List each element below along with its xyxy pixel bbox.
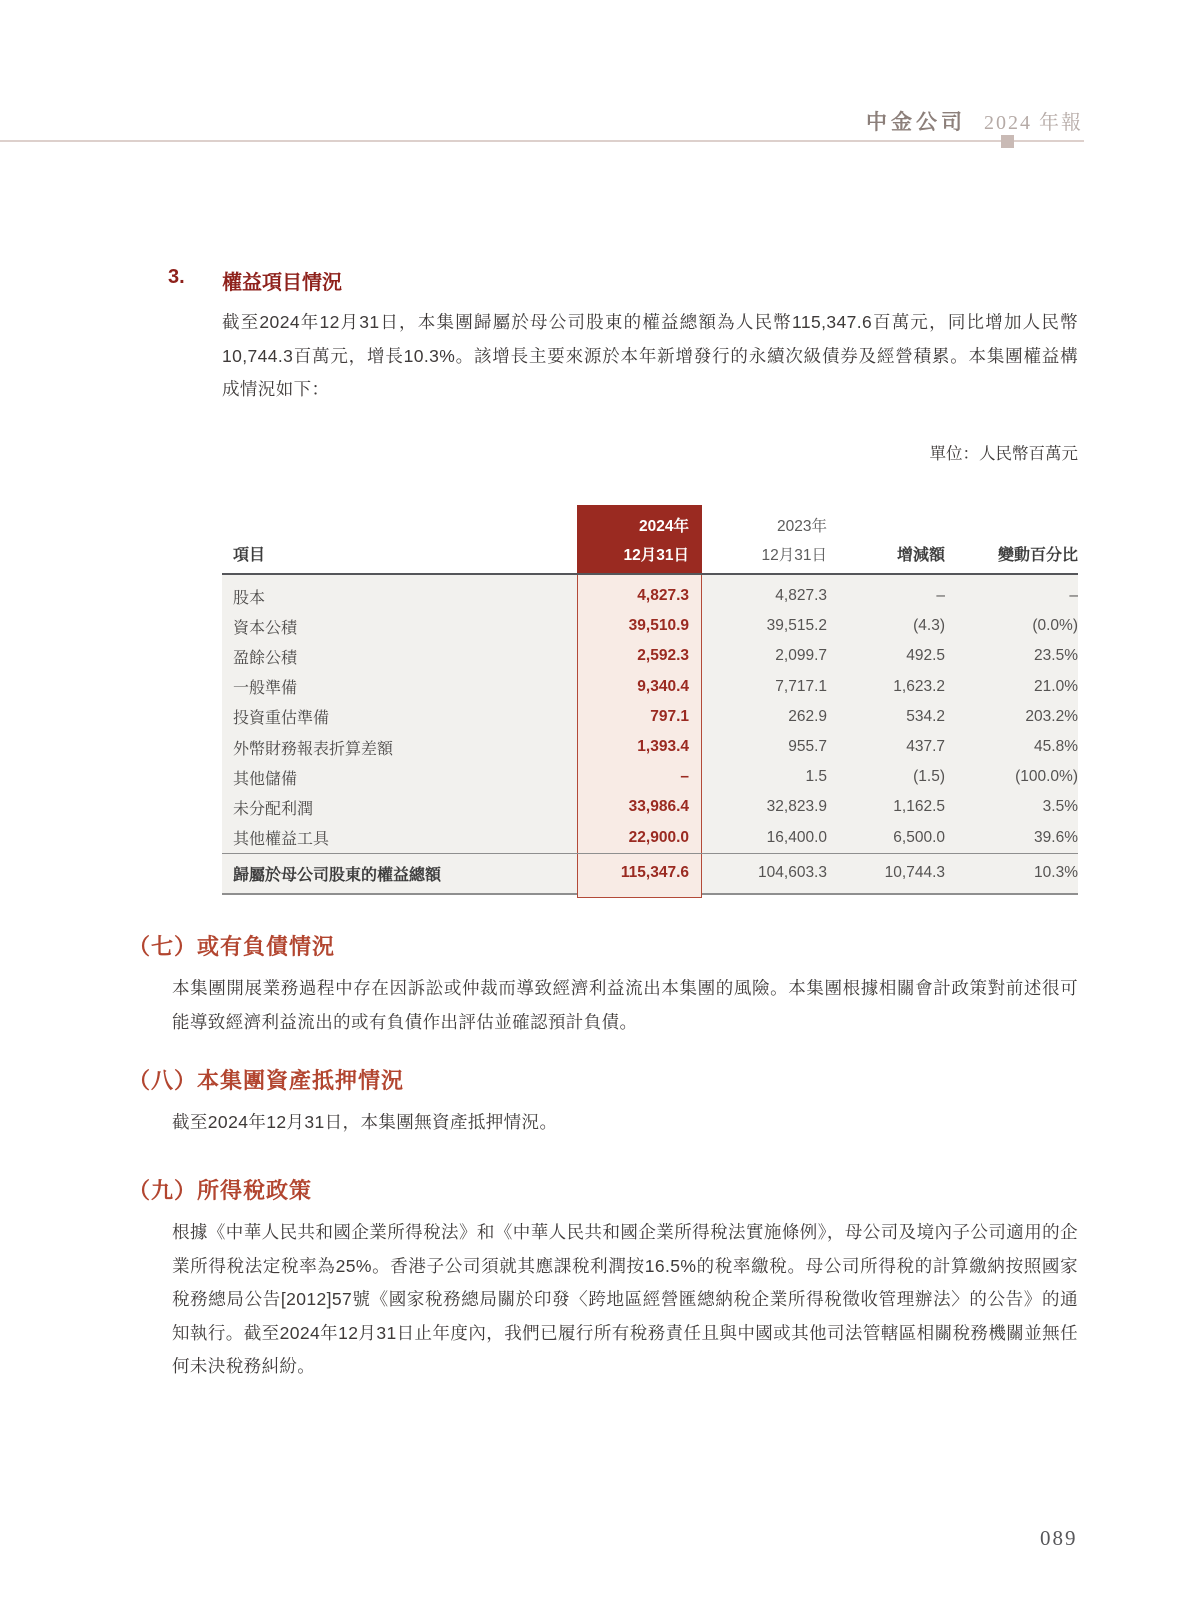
total-label: 歸屬於母公司股東的權益總額 (233, 866, 442, 884)
cell-label: 股本 (233, 589, 266, 607)
cell-change: (1.5) (913, 768, 945, 786)
cell-pct: (100.0%) (1015, 768, 1078, 786)
col-header-2023-date: 12月31日 (761, 547, 827, 564)
cell-2023: 39,515.2 (766, 617, 827, 635)
section3-title: 權益項目情況 (222, 272, 342, 294)
col-header-2024 (577, 505, 702, 573)
cell-2023: 32,823.9 (766, 798, 827, 816)
cell-label: 其他權益工具 (233, 831, 330, 849)
cell-2023: 1.5 (805, 768, 827, 786)
cell-2024: 39,510.9 (628, 617, 689, 635)
cell-change: 1,623.2 (893, 677, 945, 695)
report-edition: 2024 年報 (984, 112, 1083, 134)
col-header-2023 (702, 505, 827, 573)
cell-pct: 21.0% (1034, 677, 1078, 695)
cell-change: – (936, 587, 945, 605)
cell-change: (4.3) (913, 617, 945, 635)
section3-number: 3. (168, 266, 185, 288)
section3-paragraph: 截至2024年12月31日，本集團歸屬於母公司股東的權益總額為人民幣115,347.6百萬元，同比增加人民幣10,744.3百萬元，增長10.3%。該增長主要來源於本年新增發行的永續次級債券及經營積累。本集團權益構成情況如下： (222, 312, 1078, 400)
cell-pct: (0.0%) (1032, 617, 1078, 635)
col-header-change: 增減額 (896, 547, 945, 564)
cell-pct: 39.6% (1034, 828, 1078, 846)
cell-change: 1,162.5 (893, 798, 945, 816)
cell-label: 盈餘公積 (233, 649, 298, 667)
cell-change: 534.2 (906, 707, 945, 725)
cell-label: 未分配利潤 (233, 800, 314, 818)
table-row (222, 732, 1078, 762)
header-rule-marker (1001, 135, 1014, 148)
total-2024: 115,347.6 (620, 864, 689, 882)
equity-table-body (222, 575, 1078, 895)
cell-2023: 955.7 (788, 738, 827, 756)
table-row (222, 762, 1078, 792)
cell-pct: – (1069, 587, 1078, 605)
table-total-row (222, 853, 1078, 893)
table-unit-note: 單位：人民幣百萬元 (929, 445, 1078, 463)
cell-2023: 2,099.7 (775, 647, 827, 665)
table-row (222, 611, 1078, 641)
table-row (222, 702, 1078, 732)
section7-paragraph: 本集團開展業務過程中存在因訴訟或仲裁而導致經濟利益流出本集團的風險。本集團根據相關會計政策對前述很可能導致經濟利益流出的或有負債作出評估並確認預計負債。 (172, 978, 1078, 1032)
table-row (222, 792, 1078, 822)
section7-heading: （七）或有負債情況 (128, 934, 336, 959)
cell-2023: 7,717.1 (775, 677, 827, 695)
table-row (222, 823, 1078, 853)
cell-2024: 33,986.4 (628, 798, 689, 816)
table-row (222, 672, 1078, 702)
cell-change: 6,500.0 (893, 828, 945, 846)
cell-change: 492.5 (906, 647, 945, 665)
col-header-2023-year: 2023年 (777, 518, 827, 535)
cell-2023: 262.9 (788, 707, 827, 725)
cell-2023: 4,827.3 (775, 587, 827, 605)
cell-label: 資本公積 (233, 619, 298, 637)
table-row (222, 581, 1078, 611)
header-rule (0, 140, 1084, 142)
cell-pct: 3.5% (1042, 798, 1078, 816)
cell-label: 一般準備 (233, 680, 298, 698)
section8-heading: （八）本集團資產抵押情況 (128, 1068, 405, 1093)
page-number: 089 (1040, 1526, 1078, 1550)
cell-2023: 16,400.0 (766, 828, 827, 846)
total-change: 10,744.3 (884, 864, 945, 882)
cell-pct: 23.5% (1034, 647, 1078, 665)
cell-2024: 2,592.3 (637, 647, 689, 665)
cell-change: 437.7 (906, 738, 945, 756)
section3-heading (168, 266, 1068, 295)
col-header-item: 項目 (233, 547, 266, 564)
cell-2024: – (680, 768, 689, 786)
section9-heading: （九）所得稅政策 (128, 1178, 313, 1203)
table-body-rows (222, 581, 1078, 853)
col-header-2024-date: 12月31日 (623, 547, 689, 564)
section9-paragraph: 根據《中華人民共和國企業所得稅法》和《中華人民共和國企業所得稅法實施條例》，母公司及境內子公司適用的企業所得稅法定稅率為25%。香港子公司須就其應課稅利潤按16.5%的稅率繳稅。母公司所得稅的計算繳納按照國家稅務總局公告[2012]57號《國家稅務總局關於印發〈跨地區經營匯總納稅企業所得稅徵收管理辦法〉的公告》的通知執行。截至2024年12月31日止年度內，我們已履行所有稅務責任且與中國或其他司法管轄區相關稅務機關並無任何未決稅務糾紛。 (172, 1222, 1078, 1377)
cell-2024: 797.1 (650, 707, 689, 725)
company-name: 中金公司 (866, 110, 966, 134)
cell-2024: 4,827.3 (637, 587, 689, 605)
cell-2024: 1,393.4 (637, 738, 689, 756)
cell-2024: 9,340.4 (637, 677, 689, 695)
section8-paragraph: 截至2024年12月31日，本集團無資產抵押情況。 (172, 1112, 558, 1132)
col-header-2024-year: 2024年 (639, 518, 689, 535)
total-change-pct: 10.3% (1034, 864, 1078, 882)
page-header (866, 106, 1083, 136)
table-row (222, 641, 1078, 671)
cell-label: 外幣財務報表折算差額 (233, 740, 394, 758)
cell-pct: 203.2% (1025, 707, 1078, 725)
col-header-change-pct: 變動百分比 (997, 547, 1078, 564)
equity-table (222, 505, 1078, 895)
cell-label: 投資重估準備 (233, 710, 330, 728)
equity-table-header (222, 505, 1078, 575)
total-2023: 104,603.3 (758, 864, 827, 882)
cell-label: 其他儲備 (233, 770, 298, 788)
cell-2024: 22,900.0 (628, 828, 689, 846)
cell-pct: 45.8% (1034, 738, 1078, 756)
